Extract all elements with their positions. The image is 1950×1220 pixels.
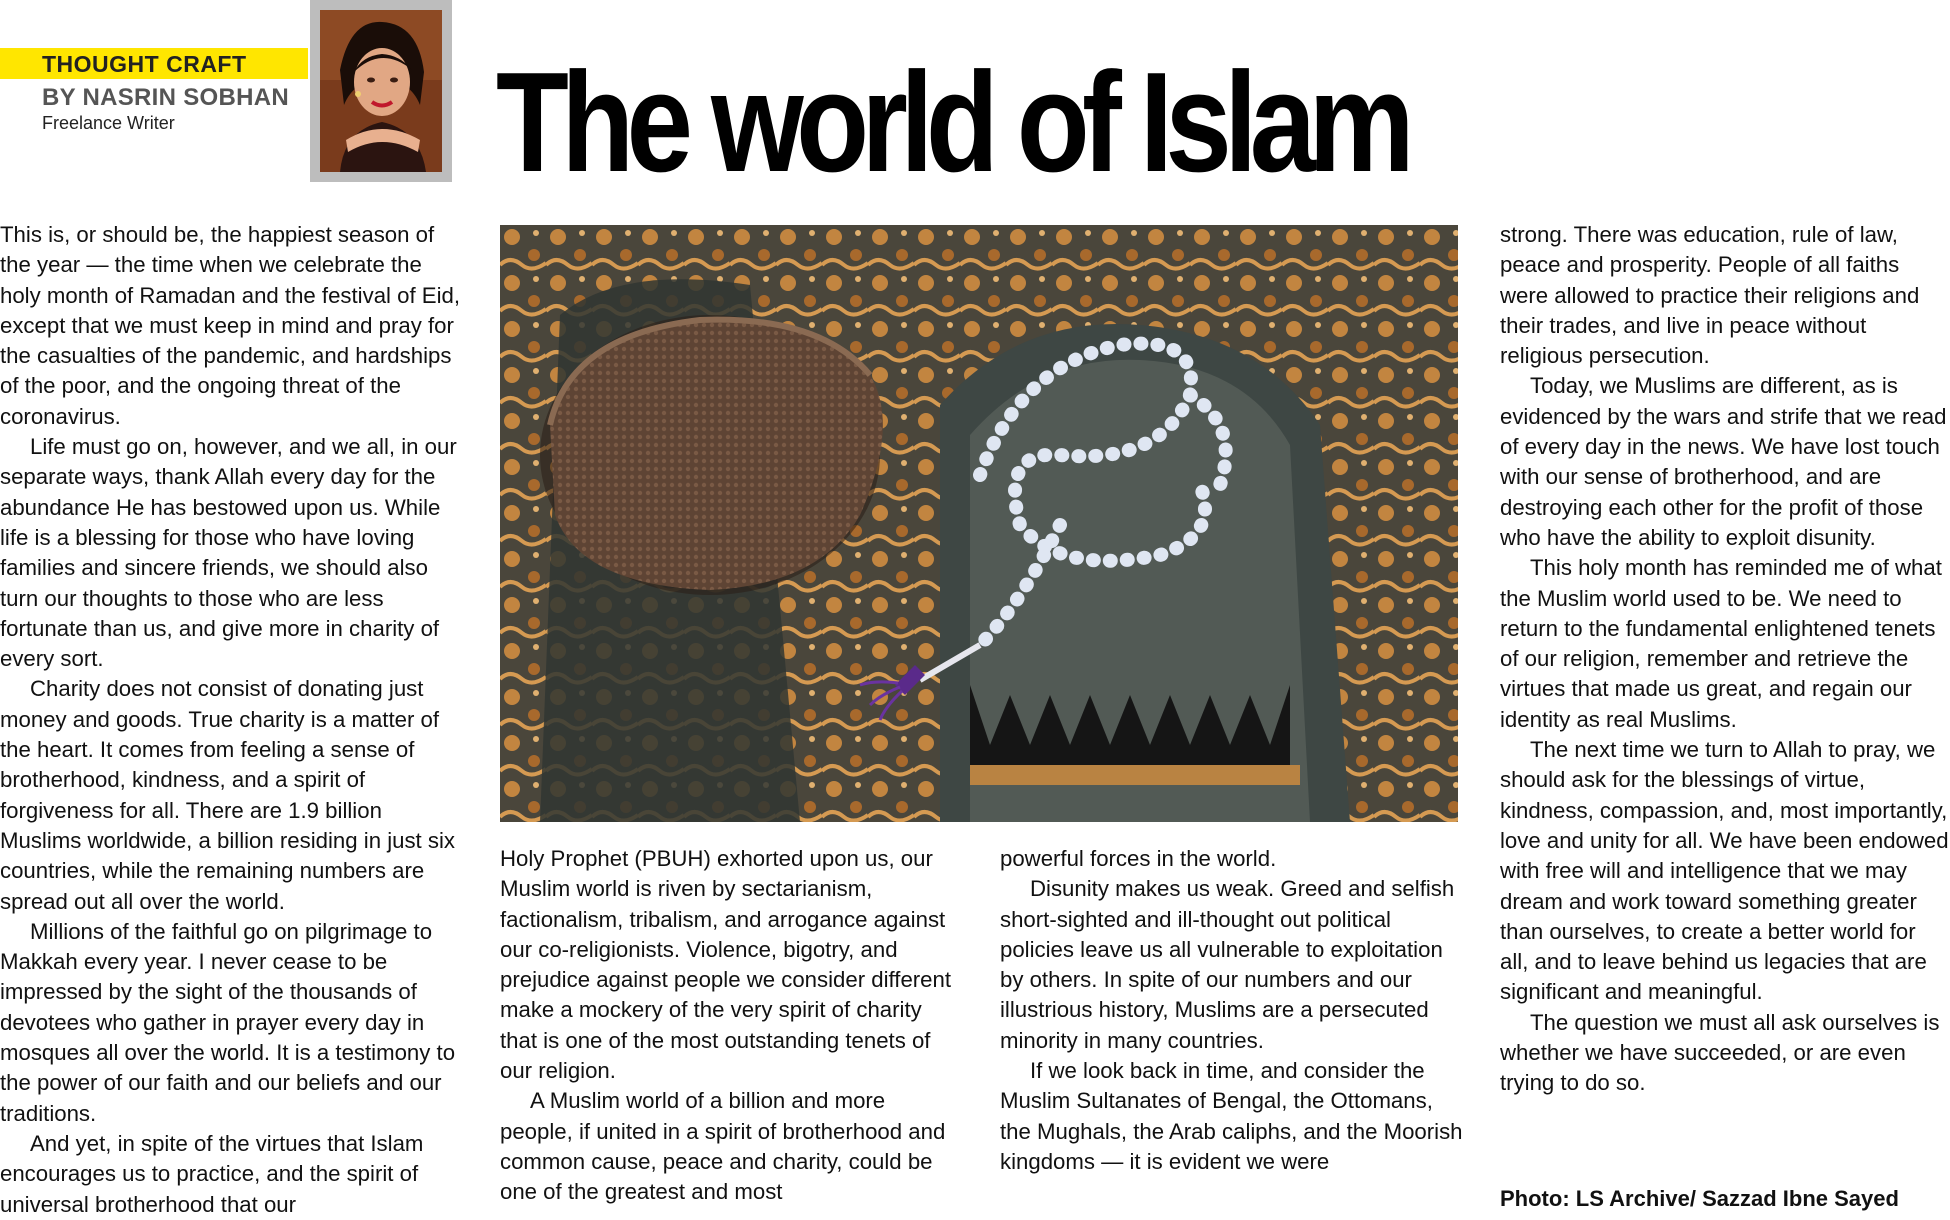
paragraph: And yet, in spite of the virtues that Islam encourages us to practice, and the spirit of universal brotherhood that our — [0, 1130, 424, 1217]
article-column-3 — [1000, 844, 1465, 1177]
paragraph: The question we must all ask ourselves is whether we have succeeded, or are even trying to do so. — [1500, 1009, 1940, 1096]
prayer-cap-and-beads-image — [500, 225, 1458, 822]
article-column-2 — [500, 844, 960, 1208]
paragraph: Millions of the faithful go on pilgrimage to Makkah every year. I never cease to be impressed by the sight of the thousands of devotees who gather in prayer every day in mosques all over the world. It is a testimony to the power of our faith and our beliefs and our traditions. — [0, 918, 456, 1126]
author-photo — [310, 0, 452, 182]
paragraph: Today, we Muslims are different, as is evidenced by the wars and strife that we read of every day in the news. We have lost touch with our sense of brotherhood, and are destroying each other for the profit of those who have the ability to exploit disunity. — [1500, 373, 1947, 550]
photo-credit: Photo: LS Archive/ Sazzad Ibne Sayed — [1500, 1186, 1899, 1211]
article-photo — [500, 225, 1458, 822]
author-portrait-image — [320, 10, 442, 172]
paragraph: powerful forces in the world. — [1000, 846, 1277, 871]
paragraph: strong. There was education, rule of law, peace and prosperity. People of all faiths were allowed to practice their religions and their trades, and live in peace without religious persecution. — [1500, 222, 1920, 369]
author-role: Freelance Writer — [42, 113, 175, 133]
paragraph: This holy month has reminded me of what the Muslim world used to be. We need to return to the fundamental enlightened tenets of our religion, remember and retrieve the virtues that made us great, and regain our identity as real Muslims. — [1500, 555, 1942, 732]
paragraph: Charity does not consist of donating just money and goods. True charity is a matter of the heart. It comes from feeling a sense of brotherhood, kindness, and a spirit of forgiveness for all. There are 1.9 billion Muslims worldwide, a billion residing in just six countries, while the remaining numbers are spread out all over the world. — [0, 676, 456, 914]
paragraph: This is, or should be, the happiest season of the year — the time when we celebrate the holy month of Ramadan and the festival of Eid, except that we must keep in mind and pray for the casualties of the pandemic, and hardships of the poor, and the ongoing threat of the coronavirus. — [0, 222, 461, 429]
paragraph: Holy Prophet (PBUH) exhorted upon us, our Muslim world is riven by sectarianism, factionalism, tribalism, and arrogance against our co-religionists. Violence, bigotry, and prejudice against people we consider different make a mockery of the very spirit of charity that is one of the most outstanding tenets of our religion. — [500, 846, 952, 1084]
paragraph: Life must go on, however, and we all, in our separate ways, thank Allah every day for the abundance He has bestowed upon us. While life is a blessing for those who have loving families and sincere friends, we should also turn our thoughts to those who are less fortunate than us, and give more in charity of every sort. — [0, 434, 457, 672]
paragraph: The next time we turn to Allah to pray, we should ask for the blessings of virtue, kindness, compassion, and, most importantly, love and unity for all. We have been endowed with free will and intelligence that we may dream and work toward something greater than ourselves, to create a better world for all, and to leave behind us legacies that are significant and meaningful. — [1500, 737, 1949, 1005]
paragraph: Disunity makes us weak. Greed and selfish short-sighted and ill-thought out political policies leave us all vulnerable to exploitation by others. In spite of our numbers and our illustrious history, Muslims are a persecuted minority in many countries. — [1000, 876, 1455, 1053]
section-kicker — [0, 48, 308, 79]
paragraph: If we look back in time, and consider the Muslim Sultanates of Bengal, the Ottomans, the Mughals, the Arab caliphs, and the Moorish kingdoms — it is evident we were — [1000, 1058, 1463, 1174]
author-byline: BY NASRIN SOBHAN — [42, 84, 290, 111]
section-label: THOUGHT CRAFT — [42, 51, 247, 77]
article-column-1 — [0, 220, 462, 1220]
headline: The world of Islam — [496, 43, 1408, 202]
article-column-4 — [1500, 220, 1950, 1099]
paragraph: A Muslim world of a billion and more people, if united in a spirit of brotherhood and common cause, peace and charity, could be one of the greatest and most — [500, 1088, 946, 1205]
